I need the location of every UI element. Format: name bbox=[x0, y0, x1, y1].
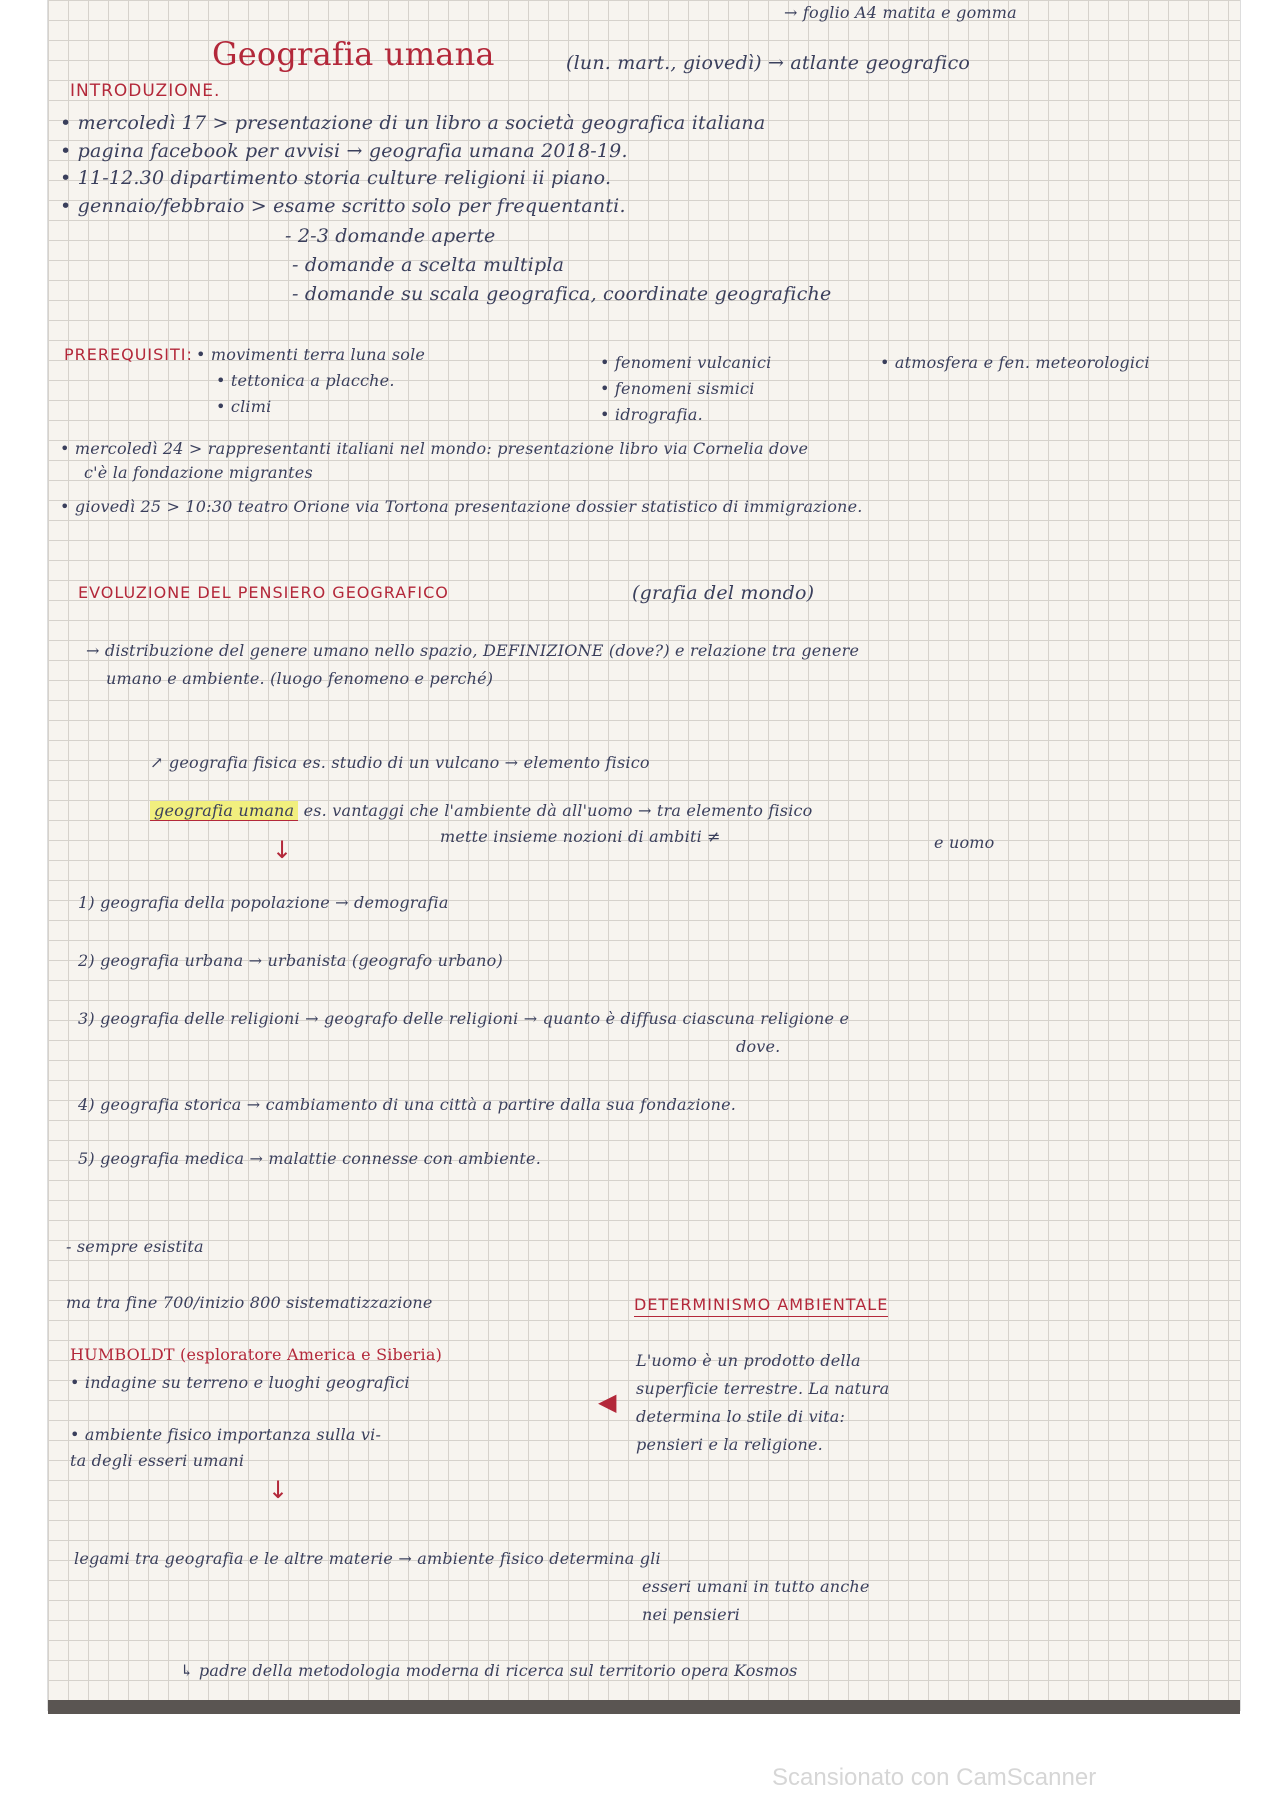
schedule-note: (lun. mart., giovedì) → atlante geografico bbox=[566, 52, 971, 74]
branch-item-cont: dove. bbox=[736, 1037, 781, 1056]
determinism-desc: L'uomo è un prodotto della bbox=[636, 1351, 861, 1370]
prereq-item: • movimenti terra luna sole bbox=[196, 345, 426, 364]
exam-item: - 2-3 domande aperte bbox=[285, 225, 496, 247]
prerequisites-heading: PREREQUISITI: bbox=[64, 345, 193, 364]
physical-geography: ↗ geografia fisica es. studio di un vulcano → elemento fisico bbox=[150, 753, 650, 772]
prereq-item: • fenomeni vulcanici bbox=[600, 353, 772, 372]
down-arrow-icon: ↓ bbox=[268, 1476, 289, 1504]
branch-item: 1) geografia della popolazione → demografia bbox=[78, 893, 449, 912]
page-title: Geografia umana bbox=[212, 35, 495, 73]
humboldt-point: • indagine su terreno e luoghi geografici bbox=[70, 1373, 410, 1392]
prereq-item: • tettonica a placche. bbox=[216, 371, 395, 390]
history-systematization: ma tra fine 700/inizio 800 sistematizzazione bbox=[66, 1293, 433, 1312]
human-geography-sub2: e uomo bbox=[934, 833, 995, 852]
history-always: - sempre esistita bbox=[66, 1237, 204, 1256]
method-line: ↳ padre della metodologia moderna di ricerca sul territorio opera Kosmos bbox=[180, 1661, 798, 1680]
humboldt-point: • ambiente fisico importanza sulla vi- bbox=[70, 1425, 382, 1444]
humboldt-row bbox=[70, 1344, 442, 1366]
evolution-heading: EVOLUZIONE DEL PENSIERO GEOGRAFICO bbox=[78, 583, 449, 602]
event-line: c'è la fondazione migrantes bbox=[84, 463, 313, 482]
exam-item: - domande su scala geografica, coordinate geografiche bbox=[292, 283, 832, 305]
human-geography-desc: es. vantaggi che l'ambiente dà all'uomo → tra elemento fisico bbox=[303, 801, 813, 820]
scanner-watermark: Scansionato con CamScanner bbox=[772, 1764, 1097, 1791]
humboldt-point: ta degli esseri umani bbox=[70, 1451, 245, 1470]
determinism-desc: pensieri e la religione. bbox=[636, 1435, 823, 1454]
humboldt-name: HUMBOLDT (esploratore America e Siberia) bbox=[70, 1345, 443, 1364]
definition-line: umano e ambiente. (luogo fenomeno e perché) bbox=[106, 669, 494, 688]
definition-line: → distribuzione del genere umano nello spazio, DEFINIZIONE (dove?) e relazione tra genere bbox=[86, 641, 860, 660]
intro-line: • 11-12.30 dipartimento storia culture religioni ii piano. bbox=[60, 167, 612, 189]
intro-line: • mercoledì 17 > presentazione di un libro a società geografica italiana bbox=[60, 112, 766, 134]
intro-line: • gennaio/febbraio > esame scritto solo per frequentanti. bbox=[60, 195, 626, 217]
page-edge-shadow bbox=[48, 1700, 1240, 1714]
human-geography-row bbox=[150, 800, 813, 822]
event-line: • mercoledì 24 > rappresentanti italiani nel mondo: presentazione libro via Cornelia dove bbox=[60, 439, 809, 458]
intro-heading: INTRODUZIONE. bbox=[70, 81, 221, 101]
branch-item: 5) geografia medica → malattie connesse con ambiente. bbox=[78, 1149, 541, 1168]
branch-item: 2) geografia urbana → urbanista (geografo urbano) bbox=[78, 951, 503, 970]
intro-line: • pagina facebook per avvisi → geografia umana 2018-19. bbox=[60, 140, 628, 162]
determinism-desc: determina lo stile di vita: bbox=[636, 1407, 846, 1426]
human-geography-sub: mette insieme nozioni di ambiti ≠ bbox=[440, 827, 721, 846]
prereq-item: • idrografia. bbox=[600, 405, 703, 424]
evolution-heading-note: (grafia del mondo) bbox=[632, 582, 815, 604]
links-line: esseri umani in tutto anche bbox=[642, 1577, 870, 1596]
determinism-desc: superficie terrestre. La natura bbox=[636, 1379, 890, 1398]
left-arrow-icon: ◀ bbox=[598, 1388, 617, 1416]
branch-item: 4) geografia storica → cambiamento di una città a partire dalla sua fondazione. bbox=[78, 1095, 737, 1114]
human-geography-highlight: geografia umana bbox=[150, 801, 298, 821]
prereq-item: • climi bbox=[216, 397, 272, 416]
down-arrow-icon: ↓ bbox=[272, 836, 293, 864]
links-line: legami tra geografia e le altre materie → ambiente fisico determina gli bbox=[74, 1549, 661, 1568]
top-note: → foglio A4 matita e gomma bbox=[784, 3, 1017, 22]
links-line: nei pensieri bbox=[642, 1605, 740, 1624]
event-line: • giovedì 25 > 10:30 teatro Orione via Tortona presentazione dossier statistico di immigrazione. bbox=[60, 497, 863, 516]
prereq-item: • fenomeni sismici bbox=[600, 379, 755, 398]
prereq-item: • atmosfera e fen. meteorologici bbox=[880, 353, 1150, 372]
branch-item: 3) geografia delle religioni → geografo delle religioni → quanto è diffusa ciascuna religione e bbox=[78, 1009, 850, 1028]
determinism-heading: DETERMINISMO AMBIENTALE bbox=[634, 1294, 888, 1317]
exam-item: - domande a scelta multipla bbox=[292, 254, 565, 276]
